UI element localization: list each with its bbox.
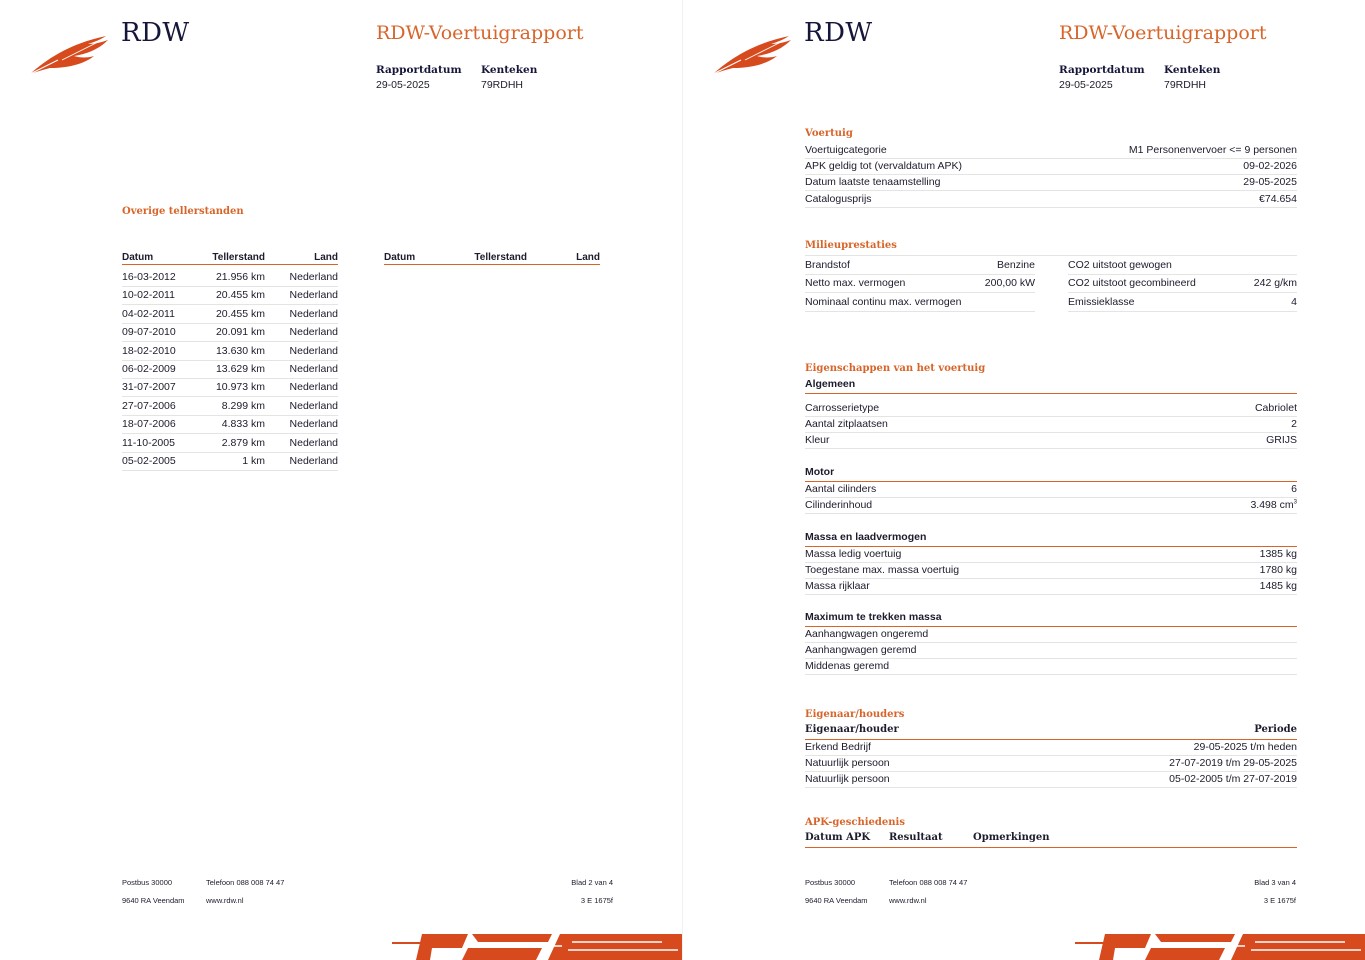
footer-postbus: Postbus 30000 <box>122 878 173 887</box>
row-rule <box>122 415 338 416</box>
voertuig-value: 09-02-2026 <box>1243 160 1297 173</box>
milieu-label-2: Emissieklasse <box>1068 295 1135 308</box>
teller-land-cell: Nederland <box>289 326 338 339</box>
teller-stand-cell: 21.956 km <box>215 271 265 283</box>
teller-stand-cell: 13.630 km <box>215 344 265 357</box>
apk-col-opmerkingen: Opmerkingen <box>973 832 1050 843</box>
row-rule <box>122 433 338 434</box>
rapportdatum-label: Rapportdatum <box>1059 64 1145 76</box>
footer-adres: 9640 RA Veendam <box>805 896 868 905</box>
algemeen-label: Kleur <box>805 434 830 446</box>
footer-telefoon: Telefoon 088 008 74 47 <box>889 878 968 887</box>
massa-heading: Massa en laadvermogen <box>805 531 927 543</box>
rapportdatum-value: 29-05-2025 <box>376 79 430 91</box>
col-land-2: Land <box>576 252 600 263</box>
col-datum: Datum <box>122 252 154 263</box>
row-rule <box>805 311 1035 312</box>
teller-stand-cell: 10.973 km <box>215 381 265 394</box>
kenteken-value: 79RDHH <box>1164 79 1207 91</box>
voertuig-value: 29-05-2025 <box>1243 176 1297 189</box>
footer-postbus: Postbus 30000 <box>805 878 856 887</box>
motor-heading: Motor <box>805 466 835 478</box>
footer-adres: 9640 RA Veendam <box>122 896 185 905</box>
row-rule <box>805 787 1297 788</box>
eigenaar-label: Natuurlijk persoon <box>805 773 890 786</box>
footer-telefoon: Telefoon 088 008 74 47 <box>206 878 285 887</box>
row-rule <box>122 304 338 305</box>
report-page-3 <box>683 0 1365 960</box>
milieu-heading: Milieuprestaties <box>805 240 897 251</box>
eigenaar-col-right: Periode <box>1254 724 1297 735</box>
row-rule <box>805 771 1297 772</box>
teller-land-cell: Nederland <box>289 455 338 467</box>
milieu-value: Benzine <box>997 259 1035 271</box>
row-rule <box>122 470 338 471</box>
row-rule <box>805 562 1297 563</box>
apk-heading: APK-geschiedenis <box>805 817 905 828</box>
col-land: Land <box>314 252 338 263</box>
teller-stand-cell: 1 km <box>242 455 265 467</box>
milieu-value: 200,00 kW <box>984 277 1035 290</box>
eigenaar-value: 05-02-2005 t/m 27-07-2019 <box>1169 773 1297 786</box>
teller-land-cell: Nederland <box>289 307 338 320</box>
massa-value: 1485 kg <box>1259 580 1297 592</box>
row-rule <box>1068 274 1297 275</box>
milieu-label: Netto max. vermogen <box>805 277 906 290</box>
row-rule <box>122 378 338 379</box>
massa-label: Massa rijklaar <box>805 580 870 592</box>
voertuig-label: Voertuigcategorie <box>805 144 887 156</box>
milieu-value-2: 4 <box>1291 295 1297 308</box>
algemeen-value: GRIJS <box>1266 434 1297 446</box>
table-header-rule <box>122 264 338 265</box>
teller-datum-cell: 05-02-2005 <box>122 455 176 467</box>
apk-col-resultaat: Resultaat <box>889 832 943 843</box>
rdw-stripes-graphic <box>1075 928 1365 960</box>
footer-code: 3 E 1675f <box>1263 896 1296 905</box>
motor-label-cilinders: Aantal cilinders <box>805 483 877 495</box>
tellerstanden-heading: Overige tellerstanden <box>122 206 244 217</box>
algemeen-rule <box>805 393 1297 394</box>
motor-label-cilinderinhoud: Cilinderinhoud <box>805 499 873 511</box>
algemeen-label: Aantal zitplaatsen <box>805 418 888 430</box>
massa-label: Massa ledig voertuig <box>805 548 902 560</box>
row-rule <box>805 448 1297 449</box>
teller-datum-cell: 11-10-2005 <box>122 436 175 449</box>
teller-datum-cell: 04-02-2011 <box>122 307 175 320</box>
teller-stand-cell: 20.455 km <box>215 307 265 320</box>
footer-web: www.rdw.nl <box>889 896 927 905</box>
rdw-stripes-graphic <box>392 928 682 960</box>
row-rule <box>805 174 1297 175</box>
row-rule <box>805 274 1035 275</box>
voertuig-label: Catalogusprijs <box>805 192 872 205</box>
row-rule <box>805 755 1297 756</box>
milieu-label: Brandstof <box>805 259 850 271</box>
massa-value: 1780 kg <box>1259 564 1297 576</box>
kenteken-label: Kenteken <box>481 64 538 76</box>
row-rule <box>805 497 1297 498</box>
trek-label: Middenas geremd <box>805 660 890 673</box>
row-rule <box>122 452 338 453</box>
row-rule <box>805 674 1297 675</box>
voertuig-heading: Voertuig <box>805 128 853 139</box>
rdw-logo-text: RDW <box>804 18 873 48</box>
footer-web: www.rdw.nl <box>206 896 244 905</box>
report-title: RDW-Voertuigrapport <box>1059 22 1267 44</box>
teller-datum-cell: 09-07-2010 <box>122 326 176 339</box>
footer-blad: Blad 3 van 4 <box>1254 878 1296 887</box>
rapportdatum-value: 29-05-2025 <box>1059 79 1113 91</box>
eigenaar-rule <box>805 739 1297 740</box>
algemeen-value: 2 <box>1291 418 1297 430</box>
teller-datum-cell: 10-02-2011 <box>122 289 175 302</box>
col-datum-2: Datum <box>384 252 416 263</box>
trek-label: Aanhangwagen geremd <box>805 644 917 657</box>
voertuig-label: Datum laatste tenaamstelling <box>805 176 941 189</box>
row-rule <box>805 158 1297 159</box>
col-tellerstand-2: Tellerstand <box>474 252 527 263</box>
kenteken-value: 79RDHH <box>481 79 524 91</box>
row-rule <box>122 323 338 324</box>
row-rule <box>805 292 1035 293</box>
row-rule <box>805 642 1297 643</box>
teller-datum-cell: 16-03-2012 <box>122 271 176 283</box>
milieu-label-2: CO2 uitstoot gecombineerd <box>1068 277 1196 290</box>
rdw-feather-logo-icon <box>28 30 110 76</box>
trek-label: Aanhangwagen ongeremd <box>805 628 929 640</box>
massa-value: 1385 kg <box>1259 548 1297 560</box>
milieu-value-2: 242 g/km <box>1253 277 1297 290</box>
motor-value-cilinders: 6 <box>1291 483 1297 495</box>
teller-stand-cell: 20.091 km <box>215 326 265 339</box>
teller-land-cell: Nederland <box>289 344 338 357</box>
cilinderinhoud-value: 3.498 cm <box>1250 499 1294 511</box>
teller-stand-cell: 4.833 km <box>221 418 265 431</box>
kenteken-label: Kenteken <box>1164 64 1221 76</box>
algemeen-label: Carrosserietype <box>805 402 880 414</box>
eigenschappen-heading: Eigenschappen van het voertuig <box>805 363 986 374</box>
voertuig-label: APK geldig tot (vervaldatum APK) <box>805 160 962 173</box>
trek-heading: Maximum te trekken massa <box>805 611 942 623</box>
report-page-2 <box>0 0 682 960</box>
massa-label: Toegestane max. massa voertuig <box>805 564 960 576</box>
row-rule <box>805 432 1297 433</box>
teller-stand-cell: 2.879 km <box>221 436 265 449</box>
teller-datum-cell: 31-07-2007 <box>122 381 176 394</box>
row-rule <box>805 513 1297 514</box>
report-title: RDW-Voertuigrapport <box>376 22 584 44</box>
apk-col-datum: Datum APK <box>805 832 871 843</box>
teller-land-cell: Nederland <box>289 289 338 302</box>
apk-rule <box>805 847 1297 848</box>
row-rule <box>1068 311 1297 312</box>
teller-land-cell: Nederland <box>289 418 338 431</box>
cm3-superscript: 3 <box>1293 499 1297 506</box>
row-rule <box>1068 292 1297 293</box>
algemeen-value: Cabriolet <box>1254 402 1297 414</box>
eigenaar-col-left: Eigenaar/houder <box>805 724 899 735</box>
row-rule <box>122 286 338 287</box>
motor-value-cilinderinhoud <box>1097 499 1297 511</box>
eigenaar-heading: Eigenaar/houders <box>805 709 905 720</box>
eigenaar-label: Erkend Bedrijf <box>805 741 871 753</box>
milieu-label: Nominaal continu max. vermogen <box>805 295 962 308</box>
milieu-label-2: CO2 uitstoot gewogen <box>1068 259 1172 271</box>
row-rule <box>122 396 338 397</box>
row-rule <box>805 207 1297 208</box>
teller-land-cell: Nederland <box>289 399 338 412</box>
table-header-rule-2 <box>384 264 600 265</box>
row-rule <box>805 658 1297 659</box>
trek-rule <box>805 626 1297 627</box>
footer-blad: Blad 2 van 4 <box>571 878 613 887</box>
rdw-feather-logo-icon <box>711 30 793 76</box>
teller-stand-cell: 20.455 km <box>215 289 265 302</box>
massa-rule <box>805 546 1297 547</box>
milieu-top-rule <box>805 255 1297 256</box>
row-rule <box>805 416 1297 417</box>
teller-stand-cell: 13.629 km <box>215 363 265 375</box>
voertuig-value: M1 Personenvervoer <= 9 personen <box>1128 144 1297 156</box>
row-rule <box>805 578 1297 579</box>
eigenaar-value: 27-07-2019 t/m 29-05-2025 <box>1169 757 1297 770</box>
eigenaar-label: Natuurlijk persoon <box>805 757 890 770</box>
col-tellerstand: Tellerstand <box>212 252 265 263</box>
teller-datum-cell: 06-02-2009 <box>122 363 176 375</box>
rapportdatum-label: Rapportdatum <box>376 64 462 76</box>
row-rule <box>805 594 1297 595</box>
teller-land-cell: Nederland <box>289 271 338 283</box>
rdw-logo-text: RDW <box>121 18 190 48</box>
teller-land-cell: Nederland <box>289 436 338 449</box>
voertuig-value: €74.654 <box>1259 192 1297 205</box>
teller-land-cell: Nederland <box>289 381 338 394</box>
row-rule <box>122 360 338 361</box>
footer-code: 3 E 1675f <box>580 896 613 905</box>
teller-stand-cell: 8.299 km <box>221 399 265 412</box>
teller-datum-cell: 27-07-2006 <box>122 399 176 412</box>
row-rule <box>122 341 338 342</box>
eigenaar-value: 29-05-2025 t/m heden <box>1193 741 1297 753</box>
algemeen-heading: Algemeen <box>805 378 856 390</box>
teller-datum-cell: 18-07-2006 <box>122 418 176 431</box>
motor-rule <box>805 481 1297 482</box>
teller-datum-cell: 18-02-2010 <box>122 344 176 357</box>
teller-land-cell: Nederland <box>289 363 338 375</box>
row-rule <box>805 190 1297 191</box>
